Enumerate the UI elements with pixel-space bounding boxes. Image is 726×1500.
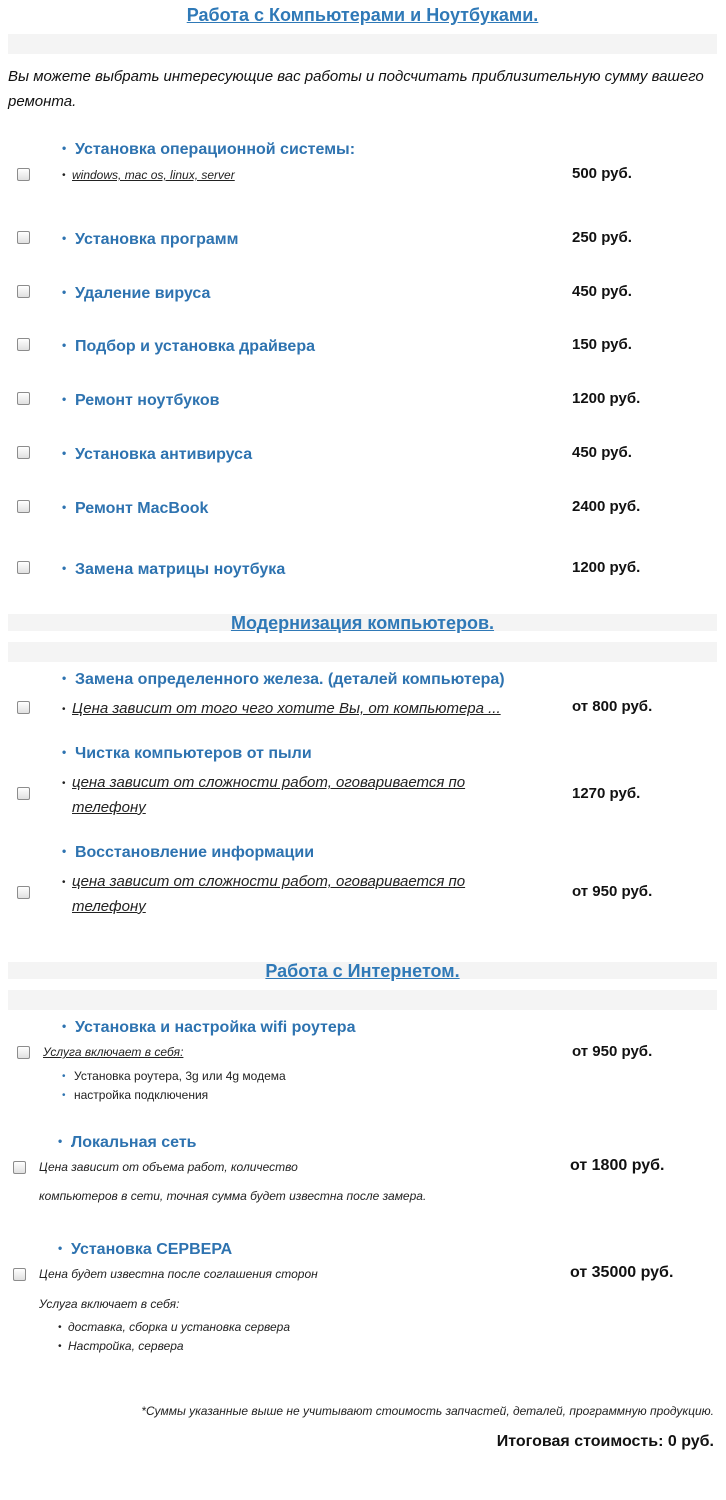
service-title-driver-install: • Подбор и установка драйвера — [62, 338, 315, 355]
service-desc-dust-cleaning: • цена зависит от сложности работ, оговаривается по телефону — [62, 774, 466, 816]
price-matrix-replacement: 1200 руб. — [572, 559, 641, 576]
price-os-install: 500 руб. — [572, 165, 632, 182]
total-cost: Итоговая стоимость: 0 руб. — [496, 1433, 714, 1450]
list-item: • доставка, сборка и установка сервера — [58, 1320, 291, 1334]
service-note-os-install: • windows, mac os, linux, server — [62, 168, 235, 182]
checkbox-os-install[interactable] — [17, 168, 30, 181]
price-virus-removal: 450 руб. — [572, 283, 632, 300]
checkbox-laptop-repair[interactable] — [17, 392, 30, 405]
list-item: • Установка роутера, 3g или 4g модема — [62, 1069, 286, 1083]
checkbox-matrix-replacement[interactable] — [17, 561, 30, 574]
price-antivirus-install: 450 руб. — [572, 444, 632, 461]
price-server-install: от 35000 руб. — [570, 1264, 674, 1281]
disclaimer-text: *Суммы указанные выше не учитывают стоимость запчастей, деталей, программную продукцию. — [141, 1404, 714, 1418]
checkbox-data-recovery[interactable] — [17, 886, 30, 899]
checkbox-antivirus-install[interactable] — [17, 446, 30, 459]
list-item: • настройка подключения — [62, 1088, 209, 1102]
price-wifi-router: от 950 руб. — [572, 1043, 653, 1060]
intro-text: Вы можете выбрать интересующие вас работы и подсчитать приблизительную сумму вашего ремонта. — [8, 68, 704, 110]
checkbox-virus-removal[interactable] — [17, 285, 30, 298]
section-divider — [8, 34, 717, 54]
service-title-dust-cleaning: • Чистка компьютеров от пыли — [62, 745, 312, 762]
checkbox-hardware-replacement[interactable] — [17, 701, 30, 714]
service-title-local-network: • Локальная сеть — [58, 1134, 197, 1151]
service-desc-data-recovery: • цена зависит от сложности работ, оговаривается по телефону — [62, 873, 466, 915]
price-macbook-repair: 2400 руб. — [572, 498, 641, 515]
checkbox-macbook-repair[interactable] — [17, 500, 30, 513]
service-title-laptop-repair: • Ремонт ноутбуков — [62, 392, 220, 409]
service-desc-local-network-2: компьютеров в сети, точная сумма будет известна после замера. — [39, 1189, 427, 1203]
checkbox-server-install[interactable] — [13, 1268, 26, 1281]
service-title-wifi-router: • Установка и настройка wifi роутера — [62, 1019, 356, 1036]
service-includes-server-install: Услуга включает в себя: — [39, 1297, 180, 1311]
checkbox-programs-install[interactable] — [17, 231, 30, 244]
price-local-network: от 1800 руб. — [570, 1157, 665, 1174]
service-desc-local-network: Цена зависит от объема работ, количество — [39, 1160, 298, 1174]
service-title-hardware-replacement: • Замена определенного железа. (деталей компьютера) — [62, 671, 505, 688]
price-programs-install: 250 руб. — [572, 229, 632, 246]
list-item: • Настройка, сервера — [58, 1339, 184, 1353]
section-title-computers[interactable]: Работа с Компьютерами и Ноутбуками. — [186, 5, 539, 25]
service-desc-server-install: Цена будет известна после соглашения сторон — [39, 1267, 318, 1281]
price-data-recovery: от 950 руб. — [572, 883, 653, 900]
checkbox-dust-cleaning[interactable] — [17, 787, 30, 800]
section-divider — [8, 642, 717, 662]
section-title-internet[interactable]: Работа с Интернетом. — [265, 961, 460, 981]
service-title-server-install: • Установка СЕРВЕРА — [58, 1241, 233, 1258]
section-divider — [8, 990, 717, 1010]
checkbox-driver-install[interactable] — [17, 338, 30, 351]
checkbox-local-network[interactable] — [13, 1161, 26, 1174]
price-hardware-replacement: от 800 руб. — [572, 698, 653, 715]
price-laptop-repair: 1200 руб. — [572, 390, 641, 407]
service-title-matrix-replacement: • Замена матрицы ноутбука — [62, 561, 286, 578]
price-dust-cleaning: 1270 руб. — [572, 785, 641, 802]
service-desc-hardware-replacement: • Цена зависит от того чего хотите Вы, от компьютера ... — [62, 700, 501, 717]
service-title-antivirus-install: • Установка антивируса — [62, 446, 253, 463]
service-title-os-install: • Установка операционной системы: — [62, 141, 356, 158]
section-title-upgrade[interactable]: Модернизация компьютеров. — [230, 613, 495, 633]
price-driver-install: 150 руб. — [572, 336, 632, 353]
service-title-virus-removal: • Удаление вируса — [62, 285, 211, 302]
checkbox-wifi-router[interactable] — [17, 1046, 30, 1059]
service-title-data-recovery: • Восстановление информации — [62, 844, 315, 861]
service-includes-wifi-router: Услуга включает в себя: — [43, 1045, 184, 1059]
service-title-macbook-repair: • Ремонт MacBook — [62, 500, 209, 517]
service-title-programs-install: • Установка программ — [62, 231, 239, 248]
